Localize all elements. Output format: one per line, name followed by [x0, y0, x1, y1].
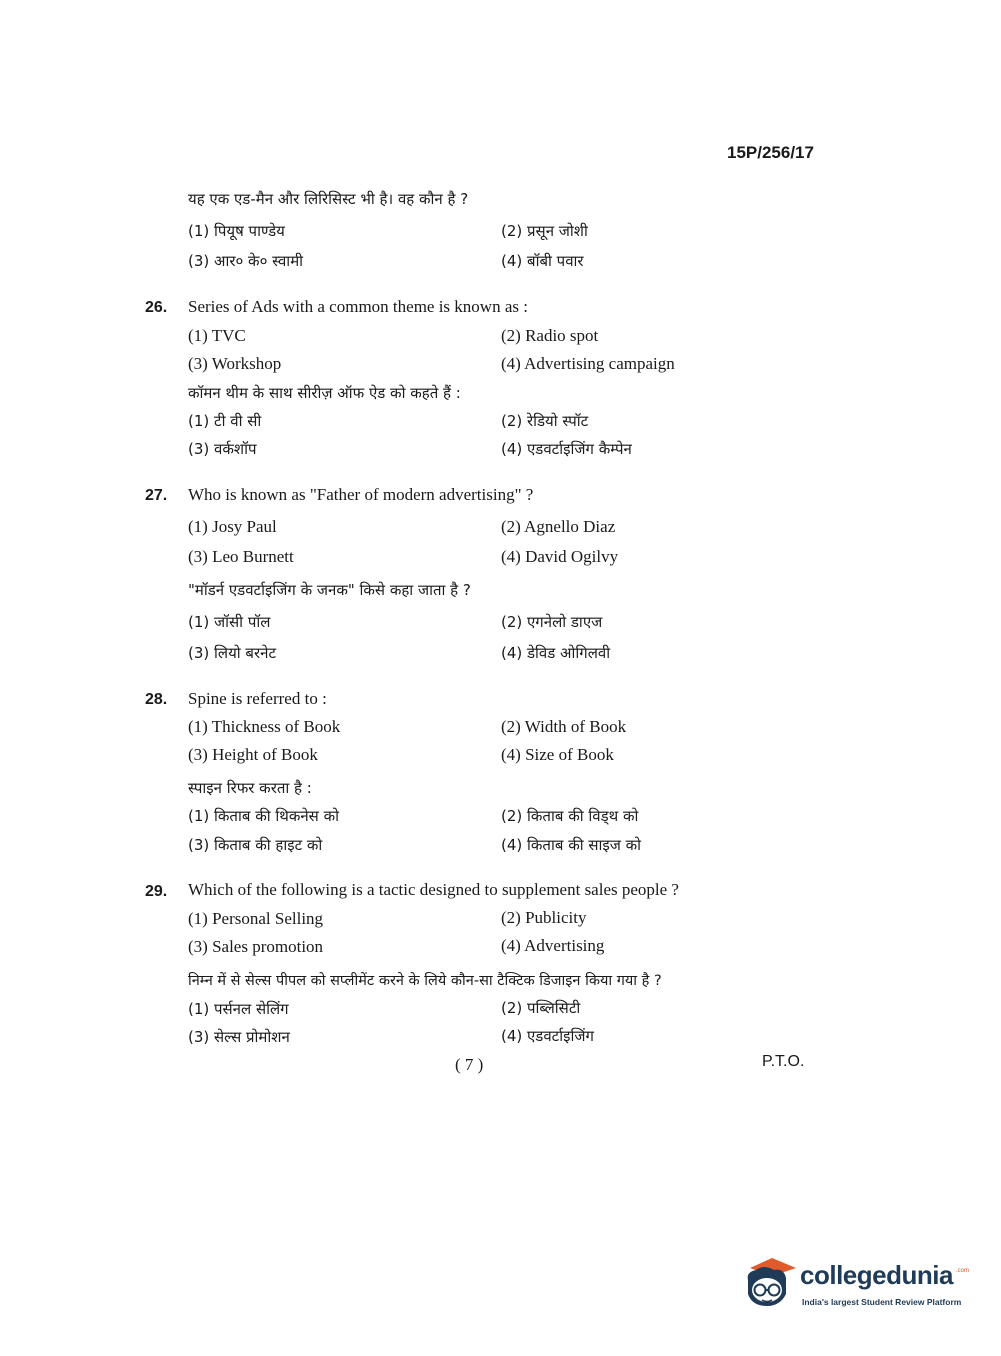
question-26-option-1-hindi: (1) टी वी सी	[188, 412, 262, 430]
question-29-text: Which of the following is a tactic designed to supplement sales people ?	[188, 880, 679, 899]
question-27-text-hindi: "मॉडर्न एडवर्टाइजिंग के जनक" किसे कहा जाता है ?	[188, 581, 471, 599]
watermark-suffix: .com	[956, 1268, 970, 1274]
question-29-option-4-hindi: (4) एडवर्टाइजिंग	[501, 1027, 594, 1045]
question-28-number: 28.	[145, 691, 168, 708]
question-26-option-3: (3) Workshop	[188, 354, 282, 373]
question-27-number: 27.	[145, 487, 168, 504]
question-27-option-2-hindi: (2) एगनेलो डाएज	[501, 613, 603, 631]
question-26-number: 26.	[145, 299, 168, 316]
question-28-option-1-hindi: (1) किताब की थिकनेस को	[188, 807, 339, 825]
question-27-option-1-hindi: (1) जॉसी पॉल	[188, 613, 271, 631]
watermark-brand: collegedunia	[800, 1260, 953, 1290]
question-26-option-2: (2) Radio spot	[501, 326, 599, 345]
question-28-option-1: (1) Thickness of Book	[188, 717, 341, 736]
question-26-option-4-hindi: (4) एडवर्टाइजिंग कैम्पेन	[501, 440, 632, 458]
question-28-option-4-hindi: (4) किताब की साइज को	[501, 836, 642, 854]
question-29-option-3-hindi: (3) सेल्स प्रोमोशन	[188, 1028, 290, 1046]
question-27-option-3: (3) Leo Burnett	[188, 547, 294, 566]
question-26-option-4: (4) Advertising campaign	[501, 354, 675, 373]
intro-option-4-hindi: (4) बॉबी पवार	[501, 252, 584, 270]
question-26-option-3-hindi: (3) वर्कशॉप	[188, 440, 257, 458]
watermark-tagline: India's largest Student Review Platform	[802, 1297, 962, 1307]
question-29-option-4: (4) Advertising	[501, 936, 605, 955]
question-27-text: Who is known as "Father of modern advertising" ?	[188, 485, 534, 504]
question-26-option-1: (1) TVC	[188, 326, 246, 345]
question-28-option-2-hindi: (2) किताब की विड्थ को	[501, 807, 639, 825]
question-29-number: 29.	[145, 883, 168, 900]
question-27-option-4-hindi: (4) डेविड ओगिलवी	[501, 644, 611, 662]
question-26-text: Series of Ads with a common theme is known as :	[188, 297, 528, 316]
question-28-text-hindi: स्पाइन रिफर करता है :	[188, 779, 312, 797]
page-number: ( 7 )	[455, 1055, 484, 1074]
question-29-option-2-hindi: (2) पब्लिसिटी	[501, 999, 581, 1017]
intro-option-1-hindi: (1) पियूष पाण्डेय	[188, 222, 285, 240]
collegedunia-watermark	[740, 1250, 970, 1320]
question-29-text-hindi: निम्न में से सेल्स पीपल को सप्लीमेंट करने के लिये कौन-सा टैक्टिक डिजाइन किया गया है ?	[188, 973, 662, 989]
question-27-option-4: (4) David Ogilvy	[501, 547, 619, 566]
question-27-option-3-hindi: (3) लियो बरनेट	[188, 644, 277, 662]
question-29-option-1-hindi: (1) पर्सनल सेलिंग	[188, 1000, 289, 1018]
intro-option-3-hindi: (3) आर० के० स्वामी	[188, 252, 304, 270]
pto-label: P.T.O.	[762, 1053, 805, 1070]
question-28-option-4: (4) Size of Book	[501, 745, 614, 764]
question-26-option-2-hindi: (2) रेडियो स्पॉट	[501, 412, 589, 430]
question-29-option-2: (2) Publicity	[501, 908, 587, 927]
question-26-text-hindi: कॉमन थीम के साथ सीरीज़ ऑफ ऐड को कहते हैं :	[188, 384, 461, 402]
intro-question-hindi: यह एक एड-मैन और लिरिसिस्ट भी है। वह कौन है ?	[188, 190, 469, 208]
question-29-option-1: (1) Personal Selling	[188, 909, 324, 928]
intro-option-2-hindi: (2) प्रसून जोशी	[501, 222, 588, 240]
question-28-option-3: (3) Height of Book	[188, 745, 318, 764]
question-28-text: Spine is referred to :	[188, 689, 327, 708]
question-27-option-1: (1) Josy Paul	[188, 517, 277, 536]
mascot-icon	[740, 1250, 800, 1314]
question-28-option-2: (2) Width of Book	[501, 717, 627, 736]
question-28-option-3-hindi: (3) किताब की हाइट को	[188, 836, 323, 854]
question-29-option-3: (3) Sales promotion	[188, 937, 324, 956]
question-27-option-2: (2) Agnello Diaz	[501, 517, 616, 536]
paper-code: 15P/256/17	[727, 143, 814, 162]
